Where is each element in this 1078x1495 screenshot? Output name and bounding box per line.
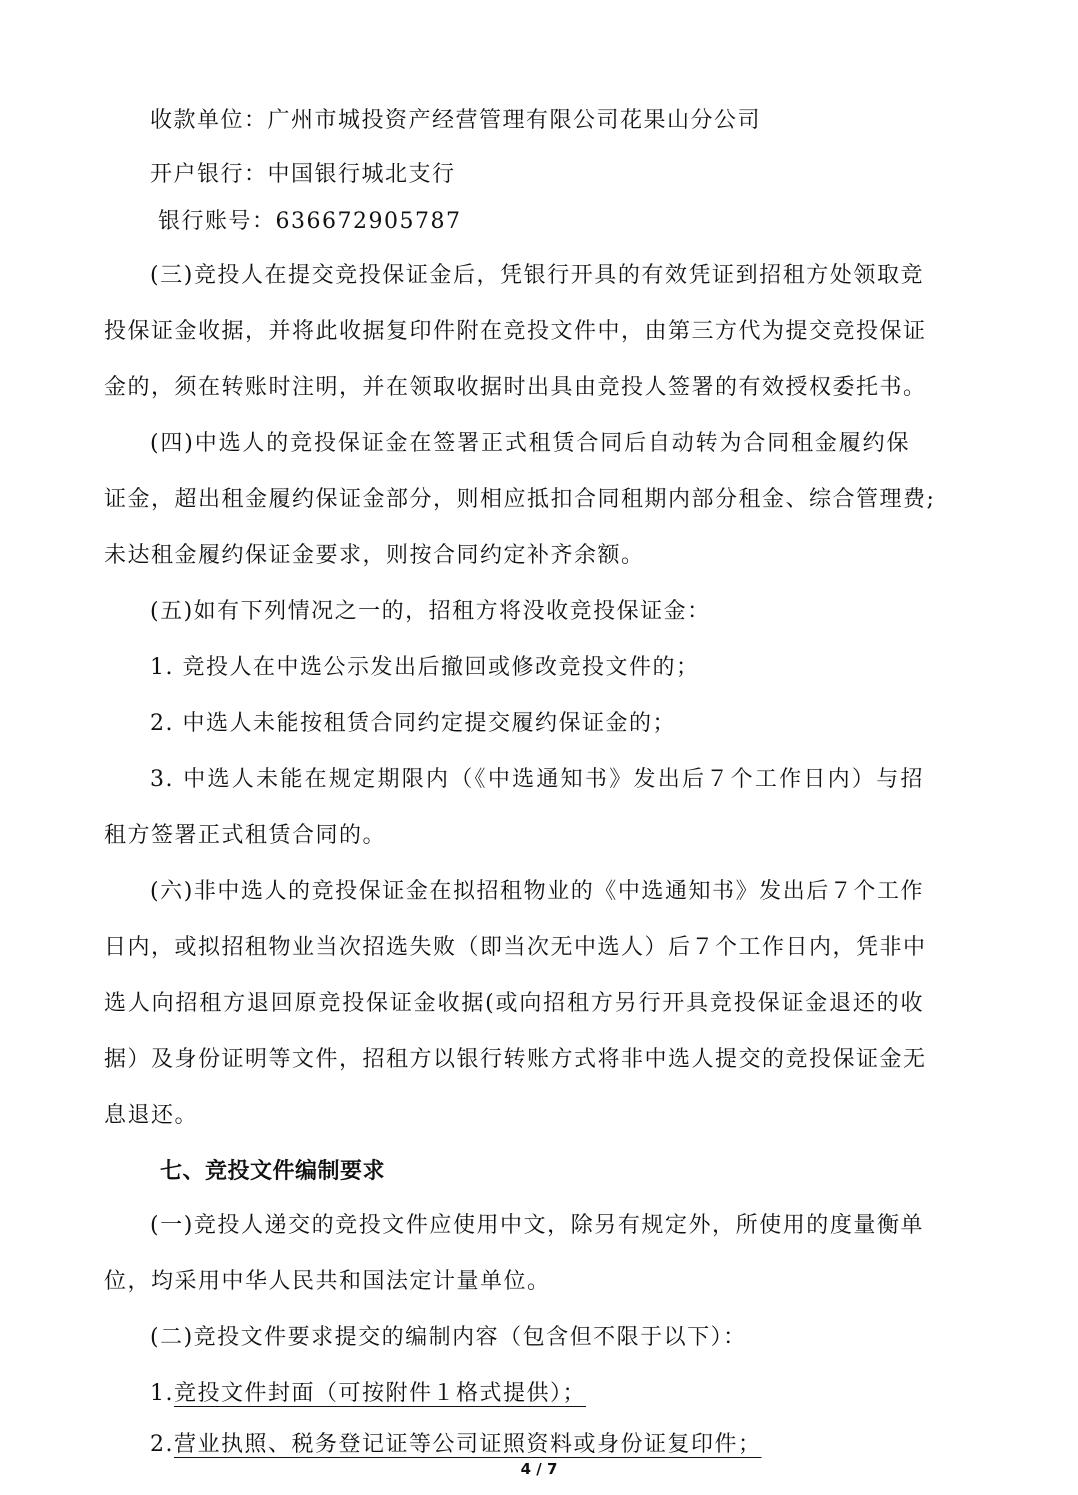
clause-5-item-2: 2. 中选人未能按租赁合同约定提交履约保证金的；	[150, 711, 676, 736]
section-7-item-1-line-1: (一)竞投人递交的竞投文件应使用中文，除另有规定外，所使用的度量衡单	[150, 1213, 924, 1238]
clause-6-line-2: 日内，或拟招租物业当次招选失败（即当次无中选人）后７个工作日内，凭非中	[104, 935, 927, 960]
clause-6-line-4: 据）及身份证明等文件，招租方以银行转账方式将非中选人提交的竞投保证金无	[104, 1047, 927, 1072]
clause-6-line-3: 选人向招租方退回原竞投保证金收据(或向招租方另行开具竞投保证金退还的收	[104, 991, 924, 1016]
section-7-item-2-intro: (二)竞投文件要求提交的编制内容（包含但不限于以下）：	[150, 1325, 747, 1350]
clause-3-line-1: (三)竞投人在提交竞投保证金后，凭银行开具的有效凭证到招租方处领取竞	[150, 263, 924, 288]
clause-5-item-3-line-2: 租方签署正式租赁合同的。	[104, 823, 387, 848]
clause-6-line-1: (六)非中选人的竞投保证金在拟招租物业的《中选通知书》发出后７个工作	[150, 879, 924, 904]
clause-4-line-3: 未达租金履约保证金要求，则按合同约定补齐余额。	[104, 543, 645, 568]
section-7-heading: 七、竞投文件编制要求	[160, 1159, 386, 1184]
page-number: 4 / 7	[520, 1460, 558, 1478]
clause-3-line-3: 金的，须在转账时注明，并在领取收据时出具由竞投人签署的有效授权委托书。	[104, 375, 927, 400]
section-7-list-item-1	[150, 1379, 586, 1409]
clause-4-line-1: (四)中选人的竞投保证金在签署正式租赁合同后自动转为合同租金履约保	[150, 431, 910, 456]
clause-6-line-5: 息退还。	[104, 1103, 199, 1128]
bank-line: 开户银行：中国银行城北支行	[150, 162, 456, 187]
clause-5-item-1: 1. 竞投人在中选公示发出后撤回或修改竞投文件的；	[150, 655, 700, 680]
list-item-2-text: 营业执照、税务登记证等公司证照资料或身份证复印件；	[174, 1432, 762, 1457]
clause-3-line-2: 投保证金收据，并将此收据复印件附在竞投文件中，由第三方代为提交竞投保证	[104, 319, 927, 344]
clause-5-intro: (五)如有下列情况之一的，招租方将没收竞投保证金：	[150, 599, 711, 624]
section-7-item-1-line-2: 位，均采用中华人民共和国法定计量单位。	[104, 1269, 551, 1294]
clause-5-item-3-line-1: 3. 中选人未能在规定期限内（《中选通知书》发出后７个工作日内）与招	[150, 767, 924, 792]
payee-line: 收款单位：广州市城投资产经营管理有限公司花果山分公司	[150, 108, 762, 133]
list-item-1-number: 1.	[150, 1381, 174, 1406]
account-line: 银行账号：636672905787	[158, 209, 462, 234]
list-item-2-number: 2.	[150, 1432, 174, 1457]
clause-4-line-2: 证金，超出租金履约保证金部分，则相应抵扣合同租期内部分租金、综合管理费;	[104, 487, 936, 512]
section-7-list-item-2	[150, 1430, 762, 1460]
list-item-1-text: 竞投文件封面（可按附件１格式提供）；	[174, 1381, 587, 1406]
